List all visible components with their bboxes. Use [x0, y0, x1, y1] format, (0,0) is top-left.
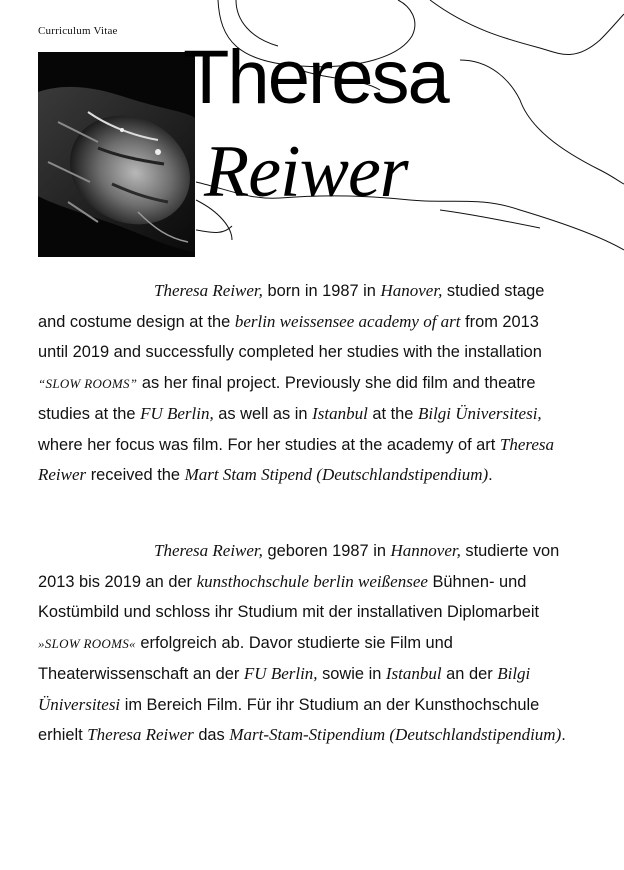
bio-en-text: where her focus was film. For her studies at the academy of art	[38, 435, 500, 454]
bio-en-text: studied stage and costume design at the	[38, 282, 545, 331]
bio-en-stipend: Mart Stam Stipend (Deutschlandstipendium)	[184, 465, 489, 484]
bio-en-city: Hanover,	[380, 281, 443, 300]
bio-en-project: “SLOW ROOMS”	[38, 375, 138, 391]
bio-en-text: at the	[367, 405, 418, 423]
bio-de-university: Bilgi Üniversitesi	[38, 664, 531, 714]
bio-en-text: born in 1987 in	[262, 282, 381, 300]
bio-de-text: sowie in	[317, 665, 386, 683]
bio-de-text: an der	[441, 665, 498, 683]
bio-de-name: Theresa Reiwer	[87, 725, 194, 744]
bio-en-text: as well as in	[213, 405, 313, 423]
bio-en-name: Theresa Reiwer,	[154, 281, 263, 300]
bio-en-text: .	[488, 466, 493, 484]
bio-en-text: received the	[86, 466, 185, 484]
bio-en-city: Istanbul	[312, 404, 368, 423]
document-label: Curriculum Vitae	[38, 25, 118, 37]
bio-de-school: kunsthochschule berlin weißensee	[196, 571, 428, 591]
bio-de-text: das	[193, 726, 230, 744]
bio-de-text: Bühnen- und Kostümbild und schloss ihr Studium mit der installativen Diplomarbeit	[38, 572, 540, 621]
bio-de-text: erfolgreich ab. Davor studierte sie Film und Theaterwissenschaft an der	[38, 633, 453, 683]
bio-de-name: Theresa Reiwer,	[154, 541, 263, 560]
portrait-photo-image	[38, 52, 195, 257]
bio-de-stipend: Mart-Stam-Stipendium (Deutschlandstipendium)	[229, 725, 562, 744]
bio-de-text: .	[561, 726, 566, 744]
bio-de-text: im Bereich Film. Für ihr Studium an der Kunsthochschule erhielt	[38, 695, 540, 744]
bio-de-text: studierte von 2013 bis 2019 an der	[38, 542, 560, 591]
bio-en-text: from 2013 until 2019 and successfully completed her studies with the installation	[38, 312, 542, 361]
bio-de-project: »SLOW ROOMS«	[38, 635, 136, 651]
biography-german	[38, 536, 568, 751]
bio-en-school: berlin weissensee academy of art	[234, 311, 461, 331]
bio-de-text: geboren 1987 in	[262, 542, 391, 560]
bio-en-name: Theresa Reiwer	[38, 434, 555, 484]
biography-english	[38, 276, 568, 491]
last-name-heading: Reiwer	[204, 131, 408, 213]
bio-de-city: Istanbul	[385, 664, 442, 683]
bio-en-university: Bilgi Üniversitesi,	[417, 404, 542, 423]
bio-de-university: FU Berlin,	[243, 664, 318, 683]
first-name-heading: Theresa	[183, 35, 448, 120]
portrait-photo	[38, 52, 195, 257]
bio-de-city: Hannover,	[390, 541, 461, 560]
bio-en-university: FU Berlin,	[140, 404, 214, 423]
bio-en-text: as her final project. Previously she did film and theatre studies at the	[38, 373, 536, 423]
